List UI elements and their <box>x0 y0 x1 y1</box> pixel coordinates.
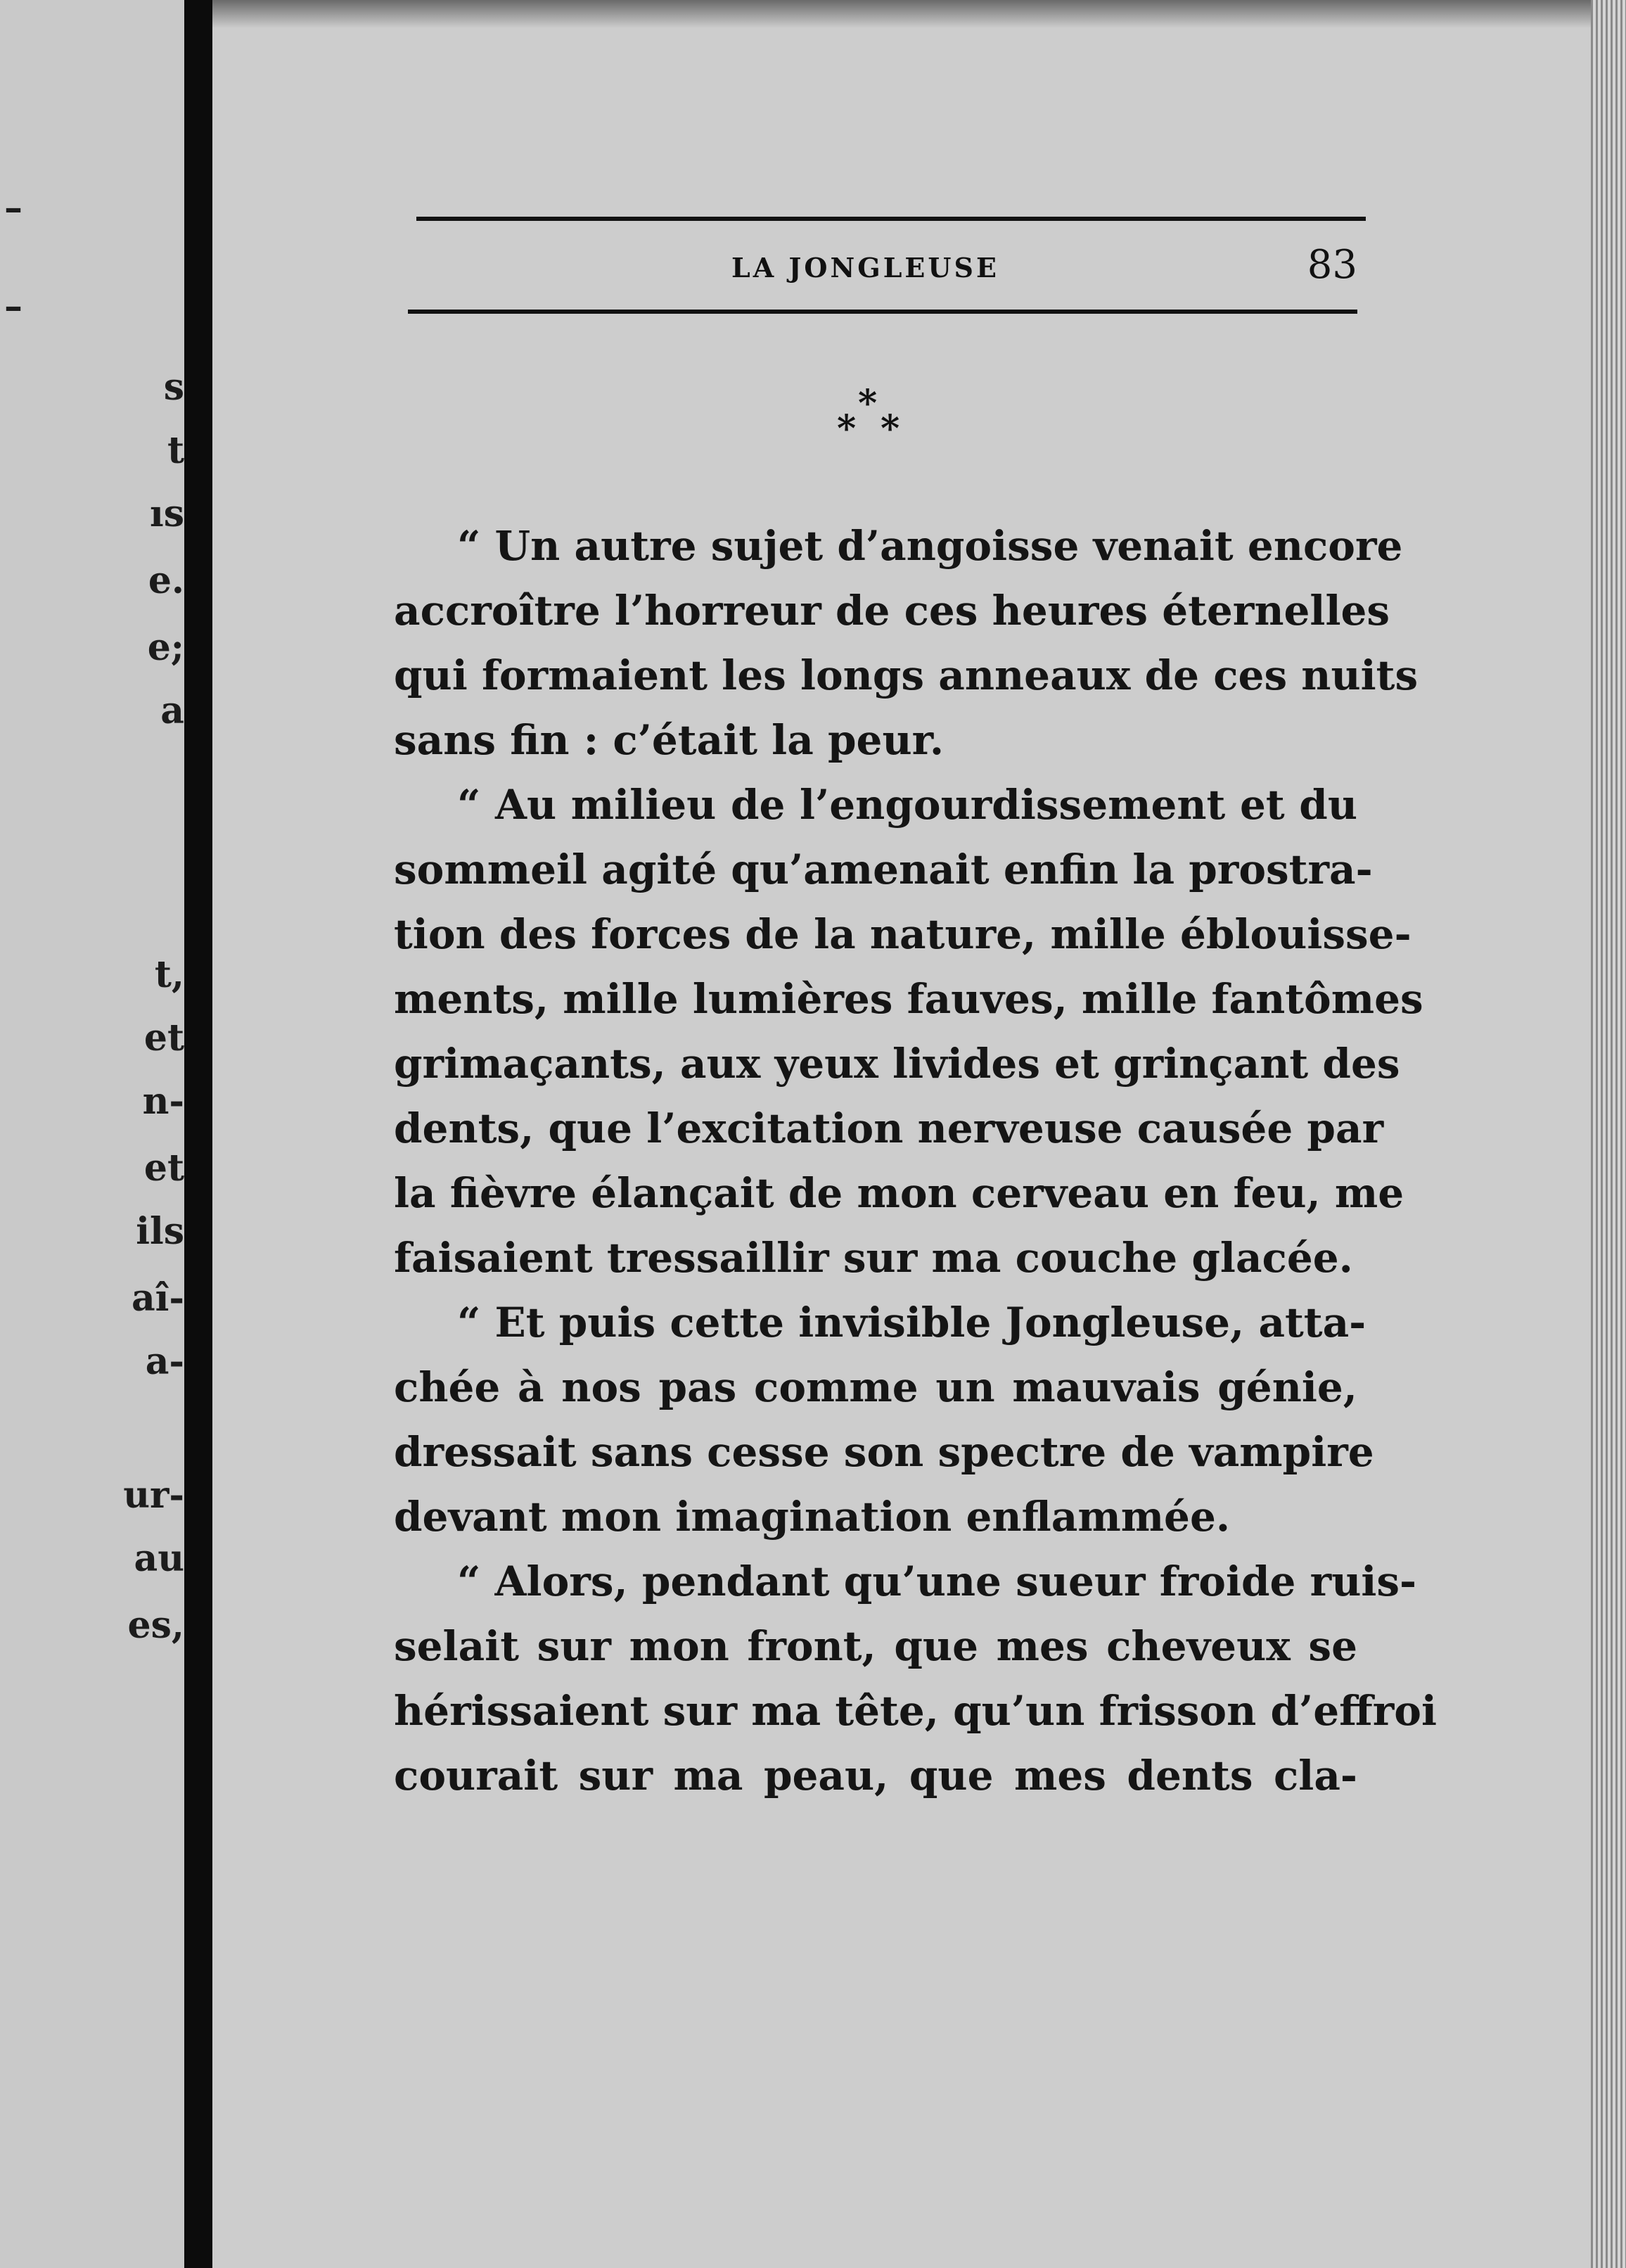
margin-fragment: s <box>163 366 184 409</box>
body-text <box>394 514 1437 1808</box>
margin-fragment: t, <box>154 953 184 996</box>
text-line: accroître l’horreur de ces heures éternelles <box>394 587 1390 635</box>
margin-fragment: a- <box>145 1340 184 1383</box>
margin-fragment: a <box>160 689 184 732</box>
paragraph <box>394 514 1419 772</box>
facing-page <box>0 0 184 2268</box>
margin-fragment: t <box>167 429 184 472</box>
margin-fragment: n- <box>142 1080 184 1123</box>
running-head: LA JONGLEUSE <box>731 252 999 284</box>
page-number: 83 <box>1307 242 1357 288</box>
margin-fragment: aî- <box>131 1277 184 1320</box>
text-line: devant mon imagination enflammée. <box>394 1493 1231 1541</box>
page-shadow <box>212 0 1591 28</box>
margin-fragment: ur- <box>123 1474 184 1517</box>
text-line: hérissaient sur ma tête, qu’un frisson d’effroi <box>394 1687 1437 1735</box>
text-line: la fièvre élançait de mon cerveau en feu, me <box>394 1169 1404 1217</box>
text-line: “ Au milieu de l’engourdissement et du <box>457 781 1357 829</box>
text-line: qui formaient les longs anneaux de ces nuits <box>394 651 1419 699</box>
margin-fragment: au <box>134 1537 184 1580</box>
margin-fragment: et <box>143 1147 184 1190</box>
margin-fragment: ils <box>136 1210 184 1253</box>
text-line: dents, que l’excitation nerveuse causée par <box>394 1104 1384 1152</box>
margin-fragment: e; <box>147 626 184 669</box>
asterisk: * <box>858 382 878 425</box>
text-line: tion des forces de la nature, mille éblouisse- <box>394 910 1411 958</box>
asterism-ornament <box>837 382 914 463</box>
header-rule-bottom <box>408 310 1357 314</box>
text-line: faisaient tressaillir sur ma couche glacée. <box>394 1234 1353 1282</box>
text-line: sans fin : c’était la peur. <box>394 716 945 764</box>
margin-fragment: – <box>4 186 23 229</box>
margin-fragment: e. <box>148 559 184 602</box>
text-line: “ Alors, pendant qu’une sueur froide ruis- <box>457 1557 1417 1605</box>
margin-fragment: – <box>4 285 23 328</box>
asterisk: * <box>837 407 857 450</box>
book-gutter <box>184 0 212 2268</box>
margin-fragment: et <box>143 1017 184 1059</box>
header-rule-top <box>416 217 1366 221</box>
text-line: sommeil agité qu’amenait enfin la prostra- <box>394 846 1373 893</box>
paragraph <box>394 1549 1437 1808</box>
paragraph <box>394 772 1423 1290</box>
text-line: courait sur ma peau, que mes dents cla- <box>394 1752 1357 1799</box>
text-line: selait sur mon front, que mes cheveux se <box>394 1622 1357 1670</box>
text-line: ments, mille lumières fauves, mille fantômes <box>394 975 1423 1023</box>
text-line: “ Et puis cette invisible Jongleuse, atta- <box>457 1299 1366 1346</box>
asterisk: * <box>881 407 900 450</box>
text-line: chée à nos pas comme un mauvais génie, <box>394 1363 1357 1411</box>
text-line: grimaçants, aux yeux livides et grinçant des <box>394 1040 1400 1088</box>
margin-fragment: ıs <box>149 492 184 535</box>
page-edges <box>1591 0 1626 2268</box>
margin-fragment: es, <box>127 1604 184 1647</box>
paragraph <box>394 1290 1374 1549</box>
text-line: dressait sans cesse son spectre de vampire <box>394 1428 1374 1476</box>
text-line: “ Un autre sujet d’angoisse venait encore <box>457 522 1403 570</box>
